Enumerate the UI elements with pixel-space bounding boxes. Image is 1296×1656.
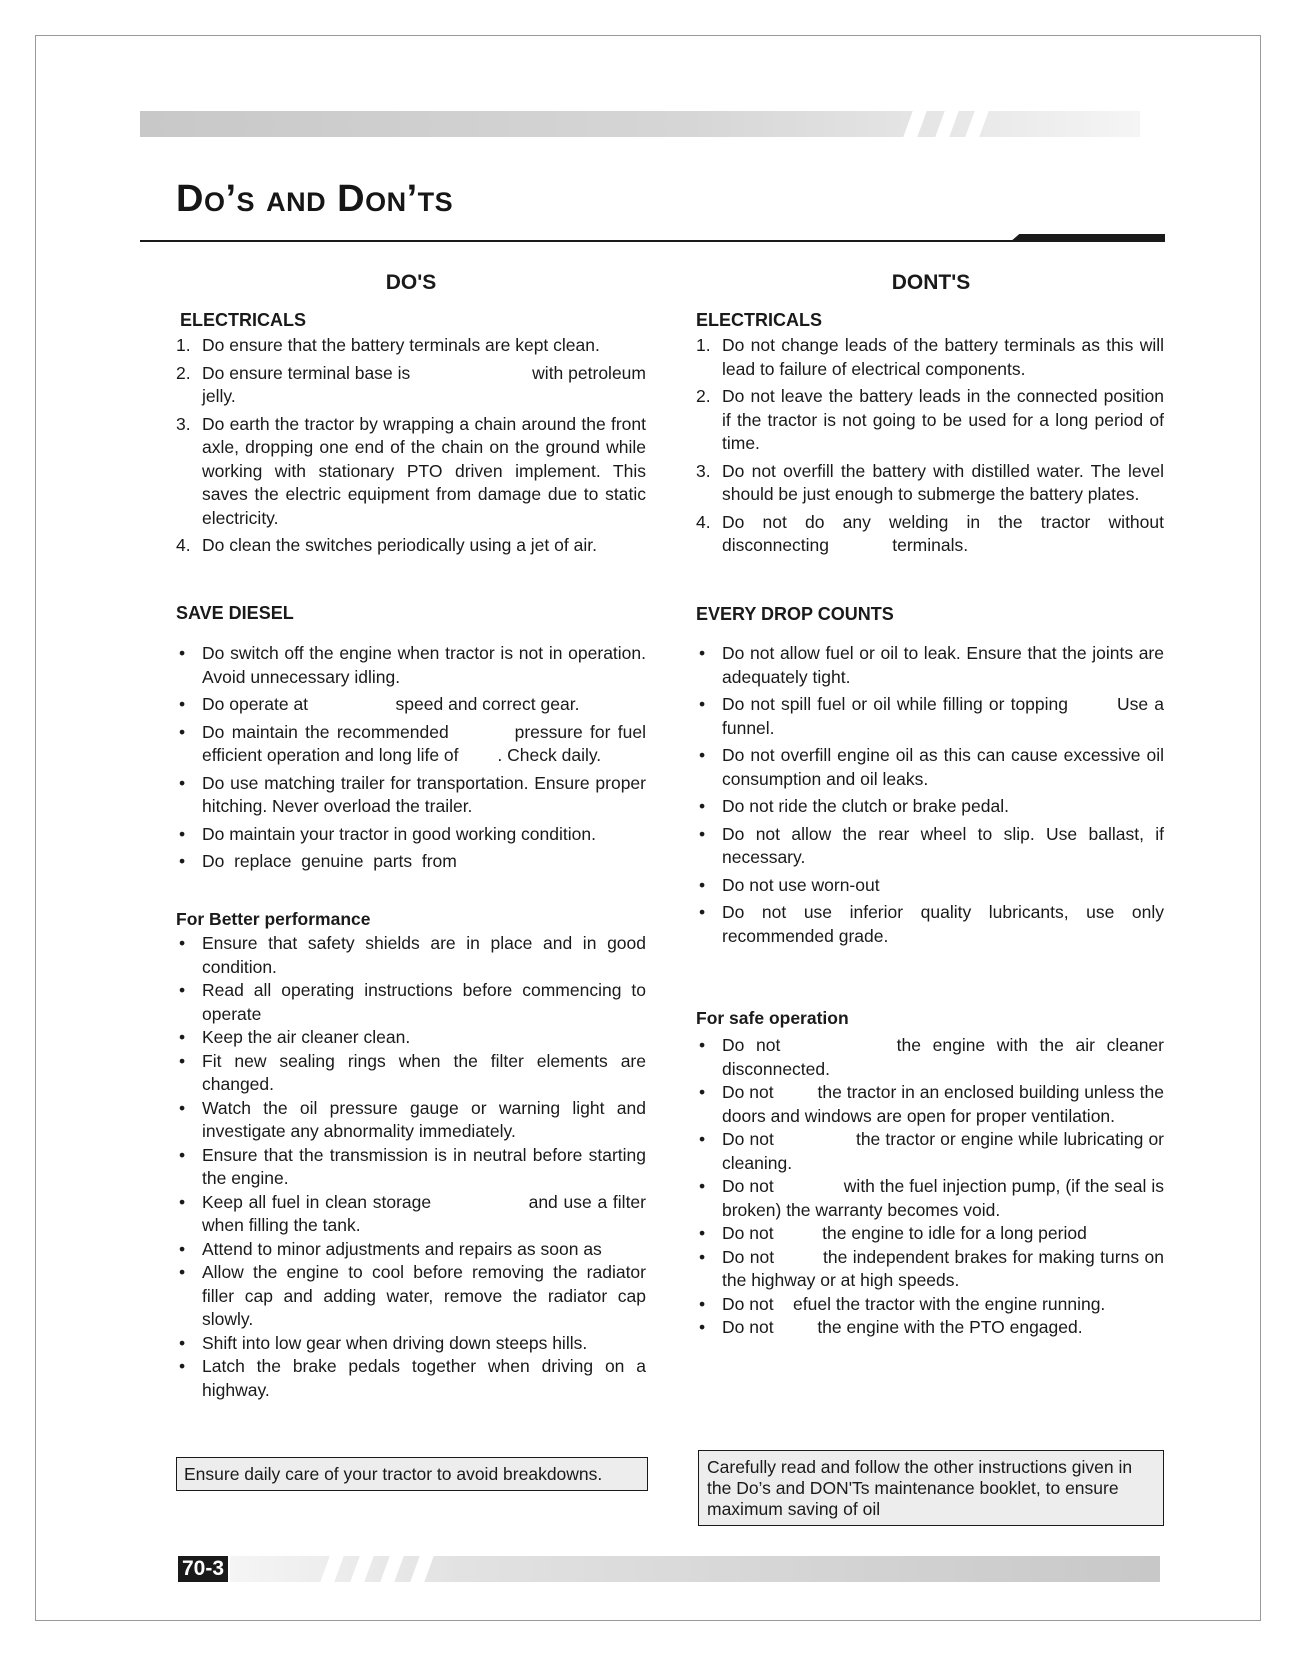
list-item-text: Do operate at speed and correct gear. [202,694,580,714]
list-item-text: Shift into low gear when driving down steeps hills. [202,1332,588,1353]
list-item-text: Do not overfill engine oil as this can cause excessive oil consumption and oil leaks. [722,745,1169,789]
list-item [696,460,1169,507]
list-item [176,693,646,717]
list-item [696,1128,1169,1175]
list-item-text: Do not do any welding in the tractor without disconnecting terminals. [722,511,1169,555]
band-slash [935,111,958,137]
list-item [176,1026,646,1050]
list-item [696,874,1164,898]
list-marker: • [179,721,186,742]
donts-heading: DONT'S [891,271,971,294]
list-item [176,932,651,979]
list-marker: 1. [176,335,191,355]
list-item-text: Do not the tractor in an enclosed building unless the doors and windows are open for proper ventilation. [722,1082,1169,1126]
list-item-text: Do not the independent brakes for making turns on the highway or at high speeds. [722,1246,1169,1290]
list-item [176,979,651,1026]
better-performance-list [176,932,651,1402]
list-item [696,385,1169,456]
list-marker: • [699,745,706,765]
list-marker: • [179,823,186,844]
band-slash [350,1556,373,1582]
list-item-text: Do replace genuine parts from [202,851,457,871]
list-item [176,1050,651,1097]
list-item-text: Attend to minor adjustments and repairs as soon as [202,1238,602,1259]
donts-electricals-heading: ELECTRICALS [696,310,822,330]
list-item-text: Do not use worn-out [722,874,880,895]
list-item [696,334,1169,381]
list-item [696,1316,1164,1340]
list-marker: • [179,933,186,953]
list-item [176,334,646,358]
band-slash [903,111,926,137]
list-marker: • [179,1027,186,1047]
list-item-text: Do ensure terminal base is with petroleum jelly. [202,362,651,406]
list-item-text: Do use matching trailer for transportation. Ensure proper hitching. Never overload the trailer. [202,772,651,816]
list-marker: • [699,1176,706,1196]
list-marker: 1. [696,335,711,355]
list-item [696,1175,1169,1222]
list-item-text: Ensure that the transmission is in neutral before starting the engine. [202,1144,651,1188]
list-item [176,1261,651,1332]
list-marker: • [699,1246,706,1267]
list-marker: • [699,1293,706,1314]
list-item [176,721,651,768]
list-marker: • [699,643,706,663]
list-item [176,413,651,531]
list-marker: 2. [696,386,711,406]
band-slash [320,1556,343,1582]
list-marker: • [179,1332,186,1353]
list-item-text: Do not efuel the tractor with the engine running. [722,1293,1106,1314]
page-number: 70-3 [178,1556,228,1582]
donts-electricals-list [696,334,1169,562]
list-item [696,693,1169,740]
page-title: Do’s and Don’ts [176,178,454,220]
list-marker: • [179,980,186,1000]
list-item-text: Watch the oil pressure gauge or warning light and investigate any abnormality immediately. [202,1097,651,1141]
list-item [696,901,1169,948]
list-item [176,1332,646,1356]
list-item [176,1191,651,1238]
save-diesel-list [176,642,651,878]
list-marker: • [179,1144,186,1165]
list-item-text: Read all operating instructions before commencing to operate [202,980,651,1024]
list-marker: • [699,1035,706,1055]
list-item-text: Ensure that safety shields are in place and in good condition. [202,933,651,977]
list-marker: • [179,1356,186,1376]
list-item-text: Do not change leads of the battery terminals as this will lead to failure of electrical components. [722,335,1169,379]
band-slash [380,1556,403,1582]
list-item-text: Do not use inferior quality lubricants, use only recommended grade. [722,902,1169,946]
list-item-text: Do not overfill the battery with distilled water. The level should be just enough to submerge the battery plates. [722,460,1169,504]
list-marker: • [179,851,186,871]
list-item [176,362,651,409]
list-marker: • [699,874,706,895]
list-item-text: Do not the engine with the air cleaner disconnected. [722,1035,1169,1079]
list-item-text: Allow the engine to cool before removing the radiator filler cap and adding water, remove the radiator cap slowly. [202,1262,651,1329]
list-item [696,1222,1164,1246]
list-item [176,850,646,874]
list-item [696,823,1169,870]
list-marker: 4. [696,511,711,532]
list-item-text: Do maintain your tractor in good working condition. [202,823,596,844]
list-item-text: Do not allow fuel or oil to leak. Ensure that the joints are adequately tight. [722,643,1169,687]
list-marker: • [179,772,186,793]
list-marker: • [699,694,706,714]
list-item-text: Do clean the switches periodically using a jet of air. [202,535,597,555]
list-marker: • [699,796,706,816]
list-item-text: Do ensure that the battery terminals are kept clean. [202,335,600,355]
every-drop-list [696,642,1169,952]
list-marker: 2. [176,362,191,383]
safe-operation-heading: For safe operation [696,1008,849,1028]
list-item-text: Do not the engine to idle for a long period [722,1223,1087,1243]
footer-decorative-band [230,1556,1160,1582]
list-item-text: Do not the tractor or engine while lubricating or cleaning. [722,1129,1169,1173]
list-item [696,795,1164,819]
dos-note-box: Ensure daily care of your tractor to avoid breakdowns. [176,1457,648,1491]
every-drop-heading: EVERY DROP COUNTS [696,604,894,624]
list-item [696,744,1169,791]
list-marker: • [699,1223,706,1243]
list-item [176,1238,646,1262]
list-marker: • [179,1238,186,1259]
list-marker: • [179,1262,186,1282]
dos-heading: DO'S [385,271,437,294]
list-marker: • [179,643,186,663]
better-performance-heading: For Better performance [176,909,371,929]
list-item [176,1144,651,1191]
list-item [176,1355,651,1402]
list-marker: • [179,1050,186,1071]
list-item-text: Do maintain the recommended pressure for fuel efficient operation and long life of . Check daily. [202,721,651,765]
list-marker: • [699,902,706,922]
list-marker: • [179,694,186,714]
list-item-text: Do switch off the engine when tractor is not in operation. Avoid unnecessary idling. [202,643,650,687]
list-item-text: Do not with the fuel injection pump, (if the seal is broken) the warranty becomes void. [722,1176,1169,1220]
save-diesel-heading: SAVE DIESEL [176,603,294,623]
list-item [696,1246,1169,1293]
list-marker: • [179,1097,186,1118]
list-marker: • [699,1082,706,1102]
list-marker: • [699,1317,706,1337]
title-rule-accent [1010,234,1165,242]
list-item-text: Do not spill fuel or oil while filling or topping Use a funnel. [722,694,1169,738]
list-item [696,511,1169,558]
list-marker: • [179,1191,186,1212]
list-item [696,642,1169,689]
list-item-text: Do earth the tractor by wrapping a chain around the front axle, dropping one end of the chain on the ground while working with stationary PTO driven implement. This saves the electric equipment from damage due to static electricity. [202,413,651,528]
list-item [176,534,646,558]
dos-electricals-list [176,334,651,562]
donts-note-box: Carefully read and follow the other instructions given in the Do’s and DON'Ts maintenance booklet, to ensure maximum saving of oil [698,1450,1164,1526]
list-item [176,1097,651,1144]
list-marker: • [699,1129,706,1149]
band-slash [410,1556,433,1582]
list-item-text: Latch the brake pedals together when driving on a highway. [202,1356,651,1400]
list-item-text: Do not leave the battery leads in the connected position if the tractor is not going to be used for a long period of time. [722,386,1169,453]
list-item [696,1081,1169,1128]
safe-operation-list [696,1034,1169,1340]
dos-electricals-heading: ELECTRICALS [180,310,306,330]
list-item [696,1293,1164,1317]
list-item-text: Fit new sealing rings when the filter elements are changed. [202,1050,651,1094]
list-item-text: Keep the air cleaner clean. [202,1027,411,1047]
list-item-text: Do not ride the clutch or brake pedal. [722,796,1009,816]
list-marker: 4. [176,535,191,555]
header-decorative-band [140,111,1140,137]
list-item [176,642,650,689]
band-slash [965,111,988,137]
list-item-text: Keep all fuel in clean storage and use a filter when filling the tank. [202,1191,651,1235]
list-item-text: Do not the engine with the PTO engaged. [722,1317,1083,1337]
list-marker: 3. [696,460,711,481]
list-marker: 3. [176,413,191,434]
list-item-text: Do not allow the rear wheel to slip. Use ballast, if necessary. [722,823,1169,867]
list-item [176,823,646,847]
list-marker: • [699,823,706,844]
list-item [176,772,651,819]
list-item [696,1034,1169,1081]
